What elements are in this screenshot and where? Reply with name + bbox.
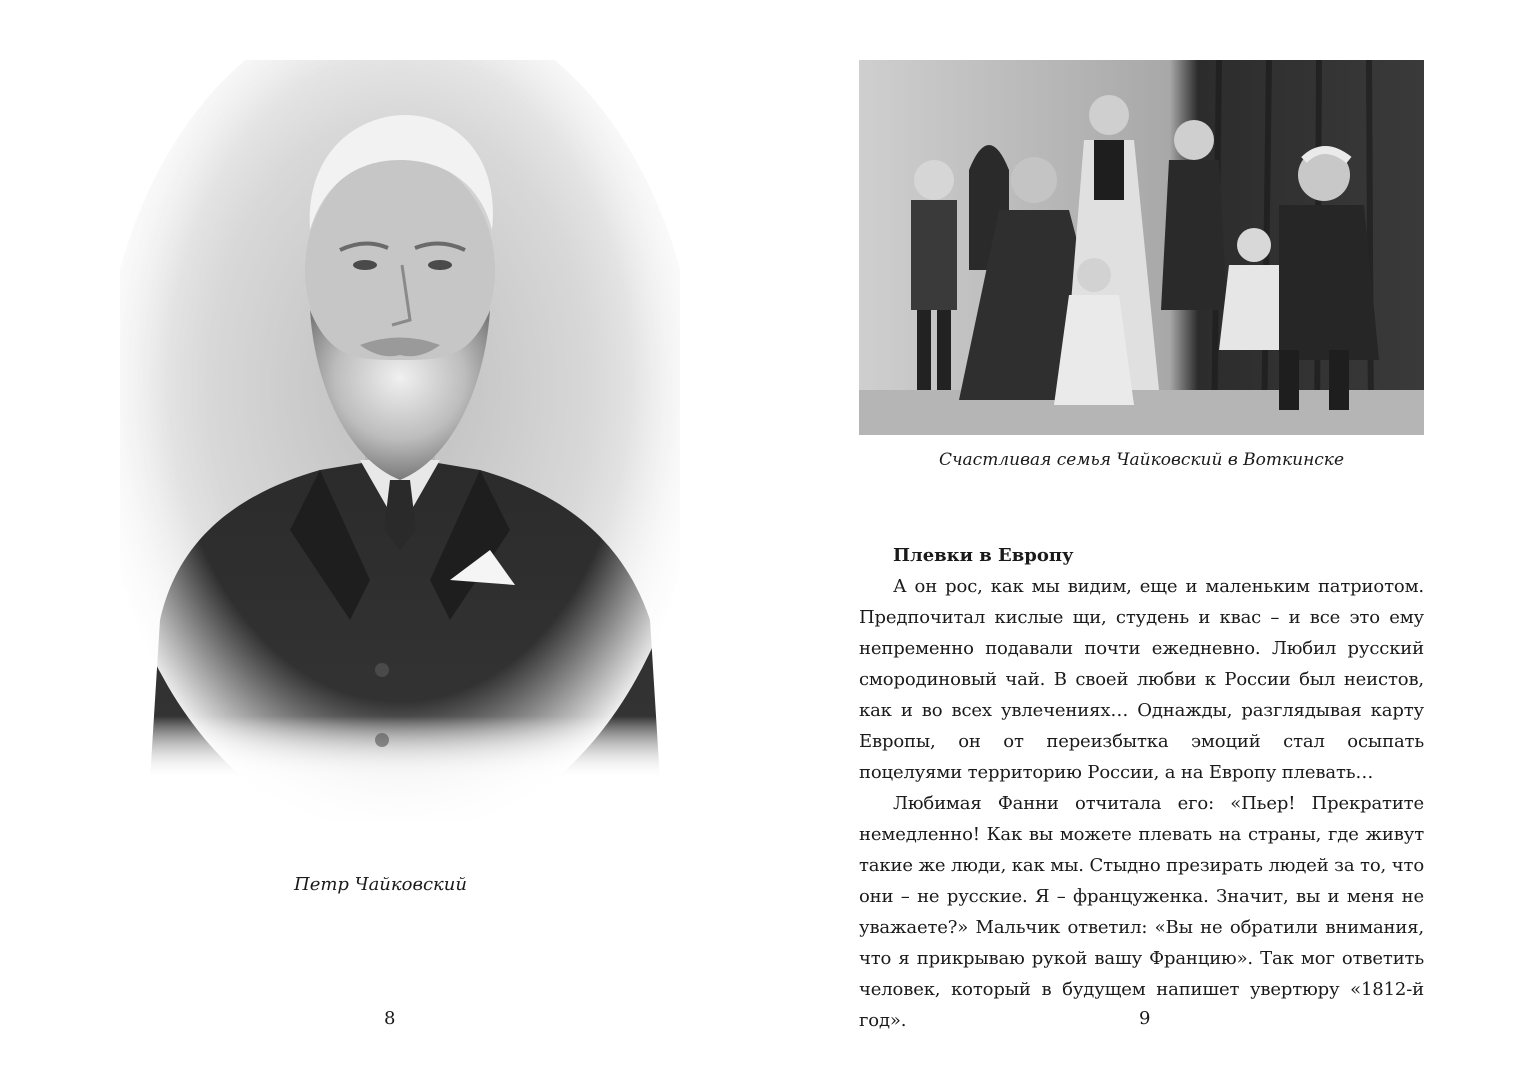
- body-text: [859, 540, 1424, 1036]
- page-number-left: 8: [384, 1008, 396, 1029]
- paragraph-2: Любимая Фанни отчитала его: «Пьер! Прекратите немедленно! Как вы можете плевать на страны, где живут такие же люди, как мы. Стыдно презирать людей за то, что они – не русские. Я – француженка. Значит, вы и меня не уважаете?» Мальчик ответил: «Вы не обратили внимания, что я прикрываю рукой вашу Францию». Так мог ответить человек, который в будущем напишет увертюру «1812-й год».: [859, 793, 1424, 1031]
- page-number-right: 9: [1139, 1008, 1151, 1029]
- family-photo: [859, 60, 1424, 435]
- portrait-photo: [120, 60, 680, 820]
- family-photo-caption: Счастливая семья Чайковский в Воткинске: [938, 450, 1345, 470]
- portrait-caption: Петр Чайковский: [294, 874, 467, 895]
- paragraph-1: А он рос, как мы видим, еще и маленьким патриотом. Предпочитал кислые щи, студень и квас – и все это ему непременно подавали почти ежедневно. Любил русский смородиновый чай. В своей любви к России был неистов, как и во всех увлечениях… Однажды, разглядывая карту Европы, он от переизбытка эмоций стал осыпать поцелуями территорию России, а на Европу плевать…: [859, 576, 1424, 783]
- right-page: [761, 0, 1522, 1080]
- section-heading: Плевки в Европу: [893, 545, 1074, 566]
